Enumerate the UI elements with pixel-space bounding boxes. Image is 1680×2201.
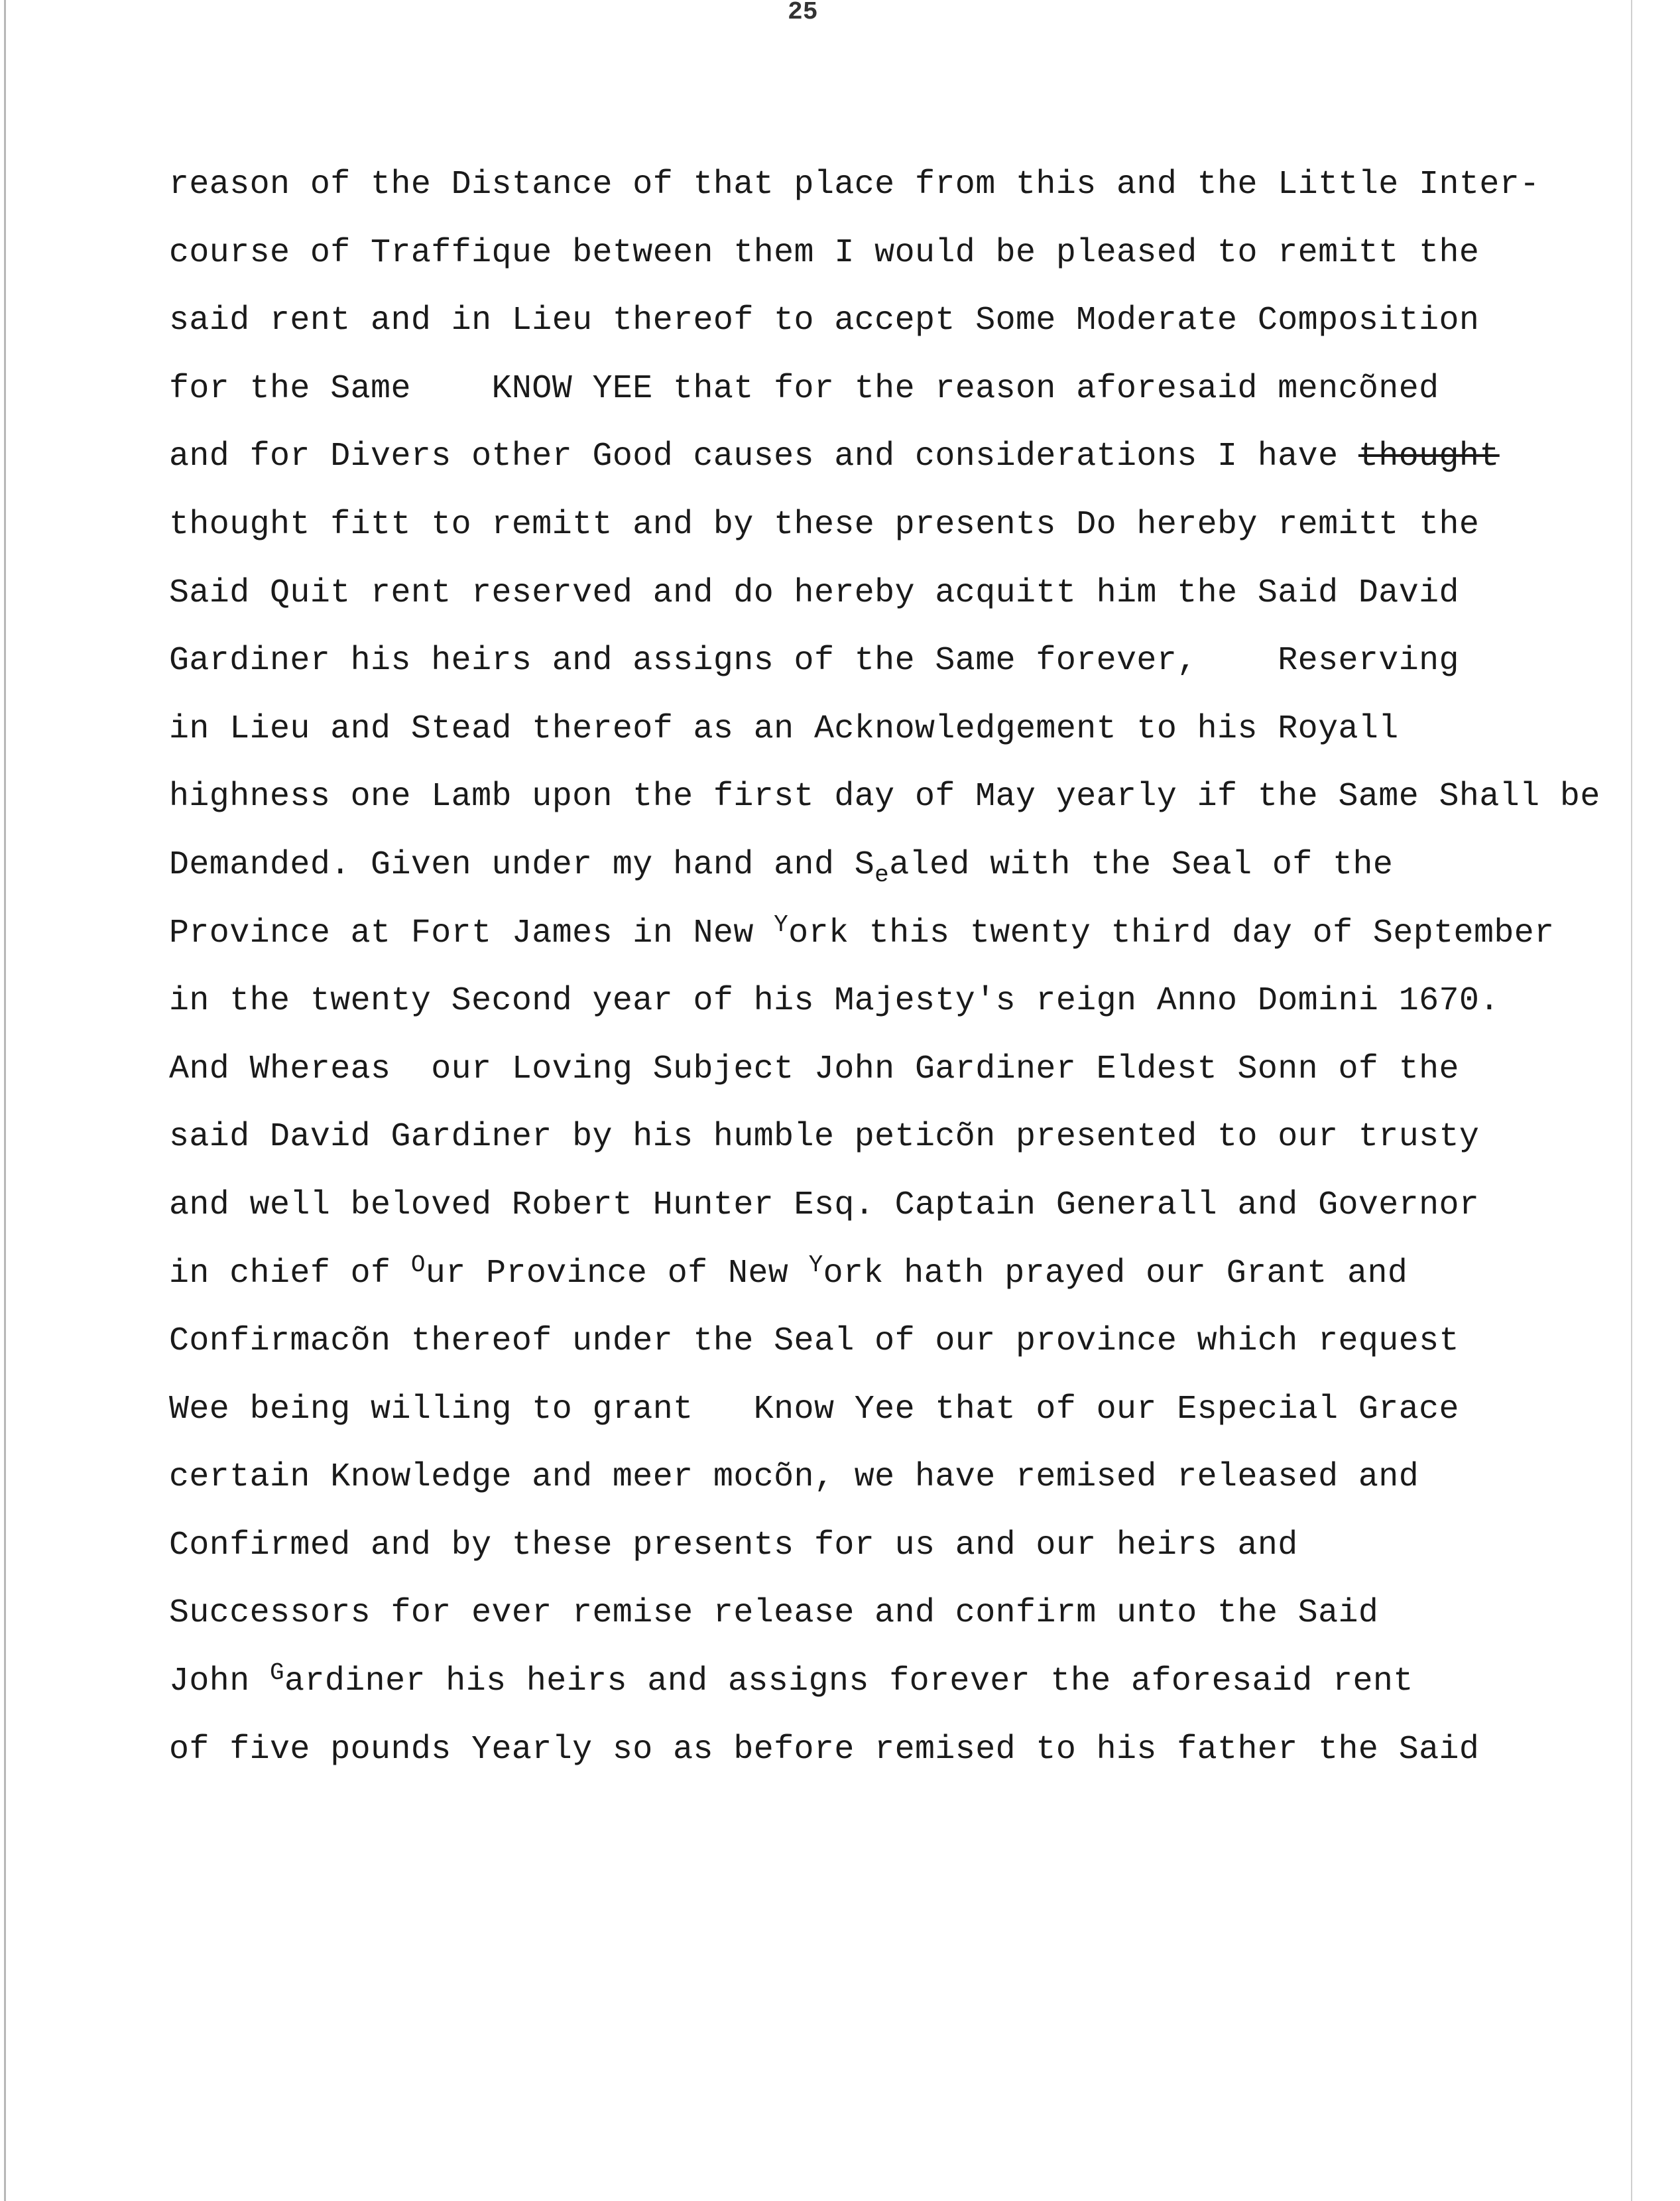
text-line xyxy=(169,1103,1628,1172)
text-line xyxy=(169,1240,1628,1308)
text-segment: ur Province of New xyxy=(425,1254,809,1292)
document-body xyxy=(169,151,1628,1784)
text-line xyxy=(169,900,1628,968)
text-line xyxy=(169,763,1628,832)
page-number: 25 xyxy=(788,0,818,27)
text-segment-strike: thought xyxy=(1358,438,1500,476)
text-line xyxy=(169,696,1628,764)
text-segment: said rent and in Lieu thereof to accept Some Moderate Composition xyxy=(169,302,1480,340)
text-line xyxy=(169,1308,1628,1376)
text-segment: certain Knowledge and meer mocõn, we have remised released and xyxy=(169,1458,1419,1497)
text-segment-sup: Y xyxy=(808,1251,823,1279)
text-segment: Province at Fort James in New xyxy=(169,914,774,952)
text-segment: in chief of xyxy=(169,1254,411,1292)
text-line xyxy=(169,220,1628,288)
text-segment: John xyxy=(169,1663,270,1701)
text-line xyxy=(169,1376,1628,1444)
text-segment: thought fitt to remitt and by these presents Do hereby remitt the xyxy=(169,505,1480,544)
text-segment: highness one Lamb upon the first day of May yearly if the Same Shall be xyxy=(169,778,1600,816)
text-line xyxy=(169,1172,1628,1240)
text-segment: Wee being willing to grant Know Yee that of our Especial Grace xyxy=(169,1390,1459,1428)
text-segment: in the twenty Second year of his Majesty's reign Anno Domini 1670. xyxy=(169,982,1500,1021)
text-segment: ork this twenty third day of September xyxy=(788,914,1555,952)
text-segment: aled with the Seal of the xyxy=(889,846,1394,884)
text-segment: Confirmacõn thereof under the Seal of our province which request xyxy=(169,1322,1459,1361)
text-segment: for the Same KNOW YEE that for the reason aforesaid mencõned xyxy=(169,369,1439,408)
text-segment: ardiner his heirs and assigns forever the aforesaid rent xyxy=(284,1663,1413,1701)
text-line xyxy=(169,1036,1628,1104)
text-segment: Successors for ever remise release and confirm unto the Said xyxy=(169,1594,1379,1633)
text-line xyxy=(169,287,1628,355)
text-line xyxy=(169,1648,1628,1716)
text-segment: ork hath prayed our Grant and xyxy=(823,1254,1408,1292)
text-line xyxy=(169,1512,1628,1580)
text-segment: Demanded. Given under my hand and S xyxy=(169,846,875,884)
scan-edge-left xyxy=(4,0,6,2201)
text-segment-sup: G xyxy=(270,1659,285,1687)
text-segment: Confirmed and by these presents for us and our heirs and xyxy=(169,1526,1298,1564)
text-segment-sup: O xyxy=(410,1251,426,1279)
text-line xyxy=(169,1716,1628,1785)
text-segment: and for Divers other Good causes and considerations I have xyxy=(169,438,1358,476)
text-segment: reason of the Distance of that place from this and the Little Inter- xyxy=(169,166,1540,204)
text-segment: And Whereas our Loving Subject John Gardiner Eldest Sonn of the xyxy=(169,1050,1459,1088)
text-line xyxy=(169,968,1628,1036)
text-segment: and well beloved Robert Hunter Esq. Captain Generall and Governor xyxy=(169,1186,1480,1224)
text-segment: Said Quit rent reserved and do hereby acquitt him the Said David xyxy=(169,574,1459,612)
text-line xyxy=(169,560,1628,628)
text-segment: said David Gardiner by his humble peticõn presented to our trusty xyxy=(169,1118,1480,1157)
text-line xyxy=(169,627,1628,696)
text-segment: Gardiner his heirs and assigns of the Same forever, Reserving xyxy=(169,642,1459,680)
text-segment: in Lieu and Stead thereof as an Acknowledgement to his Royall xyxy=(169,710,1399,748)
text-segment: of five pounds Yearly so as before remised to his father the Said xyxy=(169,1730,1480,1769)
scan-edge-right xyxy=(1631,0,1632,2201)
text-line xyxy=(169,491,1628,560)
text-segment-sup: Y xyxy=(774,911,789,938)
text-line xyxy=(169,1580,1628,1648)
text-segment-sub: e xyxy=(874,861,890,889)
text-line xyxy=(169,1444,1628,1512)
text-line xyxy=(169,355,1628,424)
text-line xyxy=(169,151,1628,220)
text-line xyxy=(169,423,1628,491)
text-line xyxy=(169,832,1628,900)
text-segment: course of Traffique between them I would be pleased to remitt the xyxy=(169,233,1480,272)
